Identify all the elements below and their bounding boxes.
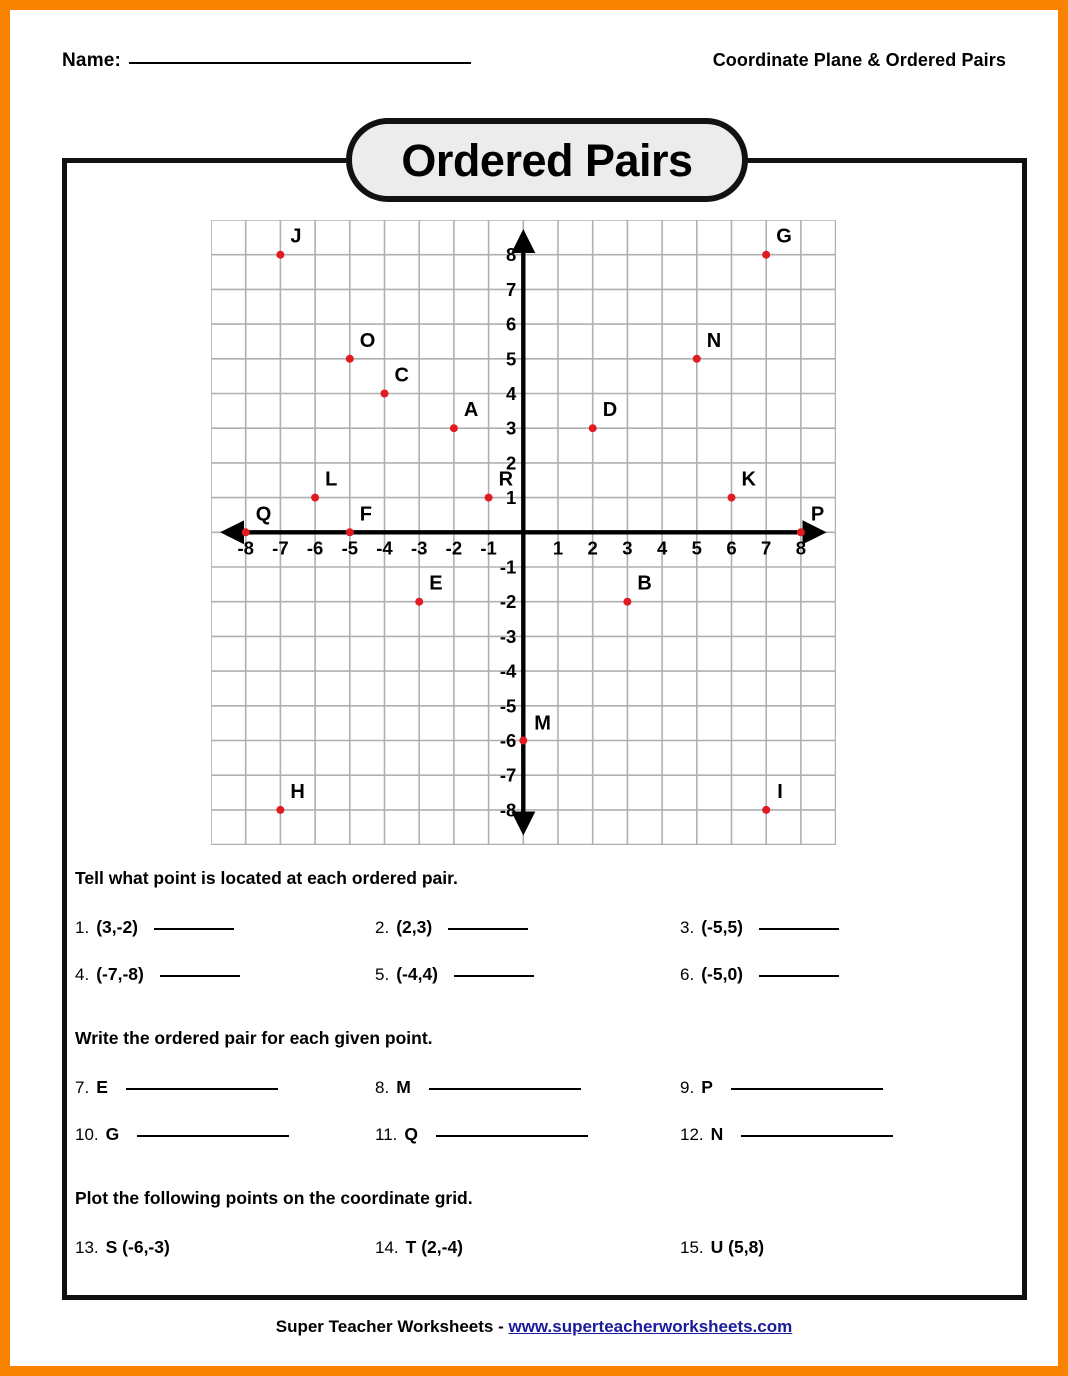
answer-blank[interactable] bbox=[731, 1087, 883, 1090]
y-axis-tick-label: 1 bbox=[506, 487, 517, 509]
question-value: N bbox=[710, 1124, 724, 1144]
question-number: 1. bbox=[75, 918, 90, 937]
question-number: 12. bbox=[680, 1125, 704, 1144]
point-label-r: R bbox=[498, 468, 514, 491]
point-label-o: O bbox=[359, 329, 376, 352]
question-number: 8. bbox=[375, 1078, 390, 1097]
plotted-point-g[interactable] bbox=[762, 251, 770, 259]
plotted-point-j[interactable] bbox=[276, 251, 284, 259]
point-label-f: F bbox=[359, 503, 373, 526]
answer-blank[interactable] bbox=[154, 927, 234, 930]
question-value: (-5,5) bbox=[701, 917, 743, 937]
y-axis-tick-label: 6 bbox=[506, 313, 517, 335]
point-label-g: G bbox=[776, 225, 792, 248]
question-number: 14. bbox=[375, 1238, 399, 1257]
y-axis-tick-label: -4 bbox=[499, 660, 517, 682]
question-value: U (5,8) bbox=[710, 1237, 765, 1257]
y-axis-tick-label: 8 bbox=[506, 244, 517, 266]
plotted-point-b[interactable] bbox=[623, 598, 631, 606]
question-row bbox=[75, 1077, 1015, 1098]
plotted-point-k[interactable] bbox=[728, 494, 736, 502]
question-item bbox=[75, 1077, 375, 1098]
x-axis-tick-label: -3 bbox=[410, 537, 428, 559]
worksheet-footer bbox=[10, 1317, 1058, 1337]
question-number: 5. bbox=[375, 965, 390, 984]
name-blank-line[interactable] bbox=[129, 61, 471, 64]
x-axis-tick-label: 7 bbox=[761, 537, 772, 559]
point-label-j: J bbox=[290, 225, 302, 248]
question-item bbox=[75, 1124, 375, 1145]
section-heading: Tell what point is located at each ordered pair. bbox=[75, 868, 458, 888]
worksheet-sheet bbox=[10, 10, 1058, 1366]
point-label-n: N bbox=[706, 329, 722, 352]
footer-brand: Super Teacher Worksheets - bbox=[275, 1317, 509, 1336]
question-number: 13. bbox=[75, 1238, 99, 1257]
section-heading: Write the ordered pair for each given point. bbox=[75, 1028, 433, 1048]
answer-blank[interactable] bbox=[759, 974, 839, 977]
y-axis-tick-label: 5 bbox=[506, 348, 517, 370]
answer-blank[interactable] bbox=[429, 1087, 581, 1090]
x-axis-tick-label: -5 bbox=[341, 537, 359, 559]
question-number: 4. bbox=[75, 965, 90, 984]
plotted-point-o[interactable] bbox=[346, 355, 354, 363]
question-value: (-4,4) bbox=[396, 964, 438, 984]
point-label-p: P bbox=[810, 503, 825, 526]
y-axis-tick-label: -3 bbox=[499, 625, 517, 647]
plotted-point-h[interactable] bbox=[276, 806, 284, 814]
question-value: T (2,-4) bbox=[405, 1237, 464, 1257]
x-axis-tick-label: 1 bbox=[552, 537, 564, 559]
worksheet-title-pill bbox=[346, 118, 748, 202]
section-heading: Plot the following points on the coordinate grid. bbox=[75, 1188, 473, 1208]
y-axis-tick-label: 4 bbox=[506, 383, 517, 404]
section-write-ordered-pairs bbox=[75, 1028, 1015, 1145]
x-axis-tick-label: -7 bbox=[272, 537, 289, 559]
x-axis-tick-label: 2 bbox=[587, 537, 598, 559]
answer-blank[interactable] bbox=[448, 927, 528, 930]
question-number: 6. bbox=[680, 965, 695, 984]
name-label: Name: bbox=[62, 50, 122, 71]
point-label-e: E bbox=[429, 572, 443, 595]
plotted-point-m[interactable] bbox=[519, 737, 527, 745]
question-row bbox=[75, 917, 1015, 938]
plotted-point-f[interactable] bbox=[346, 528, 354, 536]
answer-blank[interactable] bbox=[137, 1134, 289, 1137]
plotted-point-c[interactable] bbox=[381, 390, 389, 398]
question-item bbox=[375, 1077, 680, 1098]
question-item bbox=[375, 1237, 680, 1258]
x-axis-tick-label: 5 bbox=[691, 537, 702, 559]
x-axis-tick-label: 8 bbox=[795, 537, 807, 559]
answer-blank[interactable] bbox=[436, 1134, 588, 1137]
question-value: (-5,0) bbox=[701, 964, 743, 984]
point-label-c: C bbox=[394, 364, 409, 387]
y-axis-tick-label: -7 bbox=[499, 764, 517, 786]
question-value: (-7,-8) bbox=[96, 964, 144, 984]
question-value: Q bbox=[404, 1124, 418, 1144]
answer-blank[interactable] bbox=[454, 974, 534, 977]
question-value: (3,-2) bbox=[96, 917, 138, 937]
point-label-b: B bbox=[637, 572, 652, 595]
answer-blank[interactable] bbox=[160, 974, 240, 977]
question-item bbox=[375, 964, 680, 985]
question-item bbox=[680, 1077, 1015, 1098]
question-number: 9. bbox=[680, 1078, 695, 1097]
point-label-m: M bbox=[534, 712, 551, 735]
section-plot-points bbox=[75, 1188, 1015, 1258]
question-row bbox=[75, 1124, 1015, 1145]
answer-blank[interactable] bbox=[741, 1134, 893, 1137]
point-label-d: D bbox=[602, 399, 618, 422]
question-value: P bbox=[701, 1077, 713, 1097]
question-row bbox=[75, 1237, 1015, 1258]
question-item bbox=[680, 1124, 1015, 1145]
y-axis-tick-label: -2 bbox=[499, 591, 517, 613]
question-item bbox=[680, 917, 1015, 938]
plotted-point-r[interactable] bbox=[485, 494, 493, 502]
section-identify-points bbox=[75, 868, 1015, 985]
coordinate-grid[interactable] bbox=[211, 220, 836, 845]
question-value: M bbox=[396, 1077, 411, 1097]
x-axis-tick-label: 6 bbox=[726, 537, 737, 559]
question-number: 15. bbox=[680, 1238, 704, 1257]
y-axis-tick-label: -1 bbox=[499, 556, 517, 578]
plotted-point-e[interactable] bbox=[415, 598, 423, 606]
x-axis-tick-label: -8 bbox=[237, 537, 254, 559]
plotted-point-q[interactable] bbox=[242, 528, 250, 536]
x-axis-tick-label: -2 bbox=[445, 537, 463, 559]
question-item bbox=[75, 1237, 375, 1258]
question-value: S (-6,-3) bbox=[105, 1237, 170, 1257]
plotted-point-l[interactable] bbox=[311, 494, 319, 502]
x-axis-tick-label: -4 bbox=[376, 537, 393, 559]
worksheet-subject-title: Coordinate Plane & Ordered Pairs bbox=[712, 50, 1006, 70]
question-item bbox=[75, 917, 375, 938]
y-axis-tick-label: -8 bbox=[499, 799, 517, 821]
answer-blank[interactable] bbox=[126, 1087, 278, 1090]
plotted-point-p[interactable] bbox=[797, 528, 805, 536]
y-axis-tick-label: -5 bbox=[499, 695, 517, 717]
question-number: 3. bbox=[680, 918, 695, 937]
y-axis-tick-label: 3 bbox=[506, 417, 517, 439]
question-value: G bbox=[105, 1124, 120, 1144]
x-axis-tick-label: 4 bbox=[656, 537, 668, 559]
question-value: (2,3) bbox=[396, 917, 433, 937]
question-item bbox=[680, 1237, 1015, 1258]
question-item bbox=[680, 964, 1015, 985]
point-label-i: I bbox=[777, 780, 783, 803]
question-number: 11. bbox=[375, 1125, 398, 1144]
question-number: 10. bbox=[75, 1125, 99, 1144]
question-value: E bbox=[96, 1077, 108, 1097]
question-item bbox=[375, 1124, 680, 1145]
footer-url-link[interactable]: www.superteacherworksheets.com bbox=[508, 1317, 793, 1336]
point-label-k: K bbox=[741, 468, 756, 491]
question-number: 7. bbox=[75, 1078, 90, 1097]
plotted-point-a[interactable] bbox=[450, 424, 458, 432]
plotted-point-i[interactable] bbox=[762, 806, 770, 814]
y-axis-tick-label: -6 bbox=[499, 730, 517, 751]
worksheet-header bbox=[62, 50, 1006, 84]
y-axis-tick-label: 2 bbox=[506, 452, 517, 474]
question-row bbox=[75, 964, 1015, 985]
answer-blank[interactable] bbox=[759, 927, 839, 930]
point-label-l: L bbox=[325, 468, 338, 491]
point-label-h: H bbox=[290, 780, 305, 803]
x-axis-tick-label: -1 bbox=[480, 537, 497, 559]
y-axis-tick-label: 7 bbox=[506, 278, 517, 300]
question-number: 2. bbox=[375, 918, 390, 937]
name-field-group bbox=[62, 50, 471, 72]
plotted-point-n[interactable] bbox=[693, 355, 701, 363]
question-item bbox=[75, 964, 375, 985]
x-axis-tick-label: 3 bbox=[622, 537, 633, 559]
coordinate-grid-svg[interactable] bbox=[211, 220, 836, 845]
x-axis-tick-label: -6 bbox=[306, 537, 324, 559]
page-title: Ordered Pairs bbox=[401, 134, 693, 186]
question-item bbox=[375, 917, 680, 938]
plotted-point-d[interactable] bbox=[589, 424, 597, 432]
point-label-q: Q bbox=[255, 503, 272, 526]
point-label-a: A bbox=[463, 399, 479, 422]
